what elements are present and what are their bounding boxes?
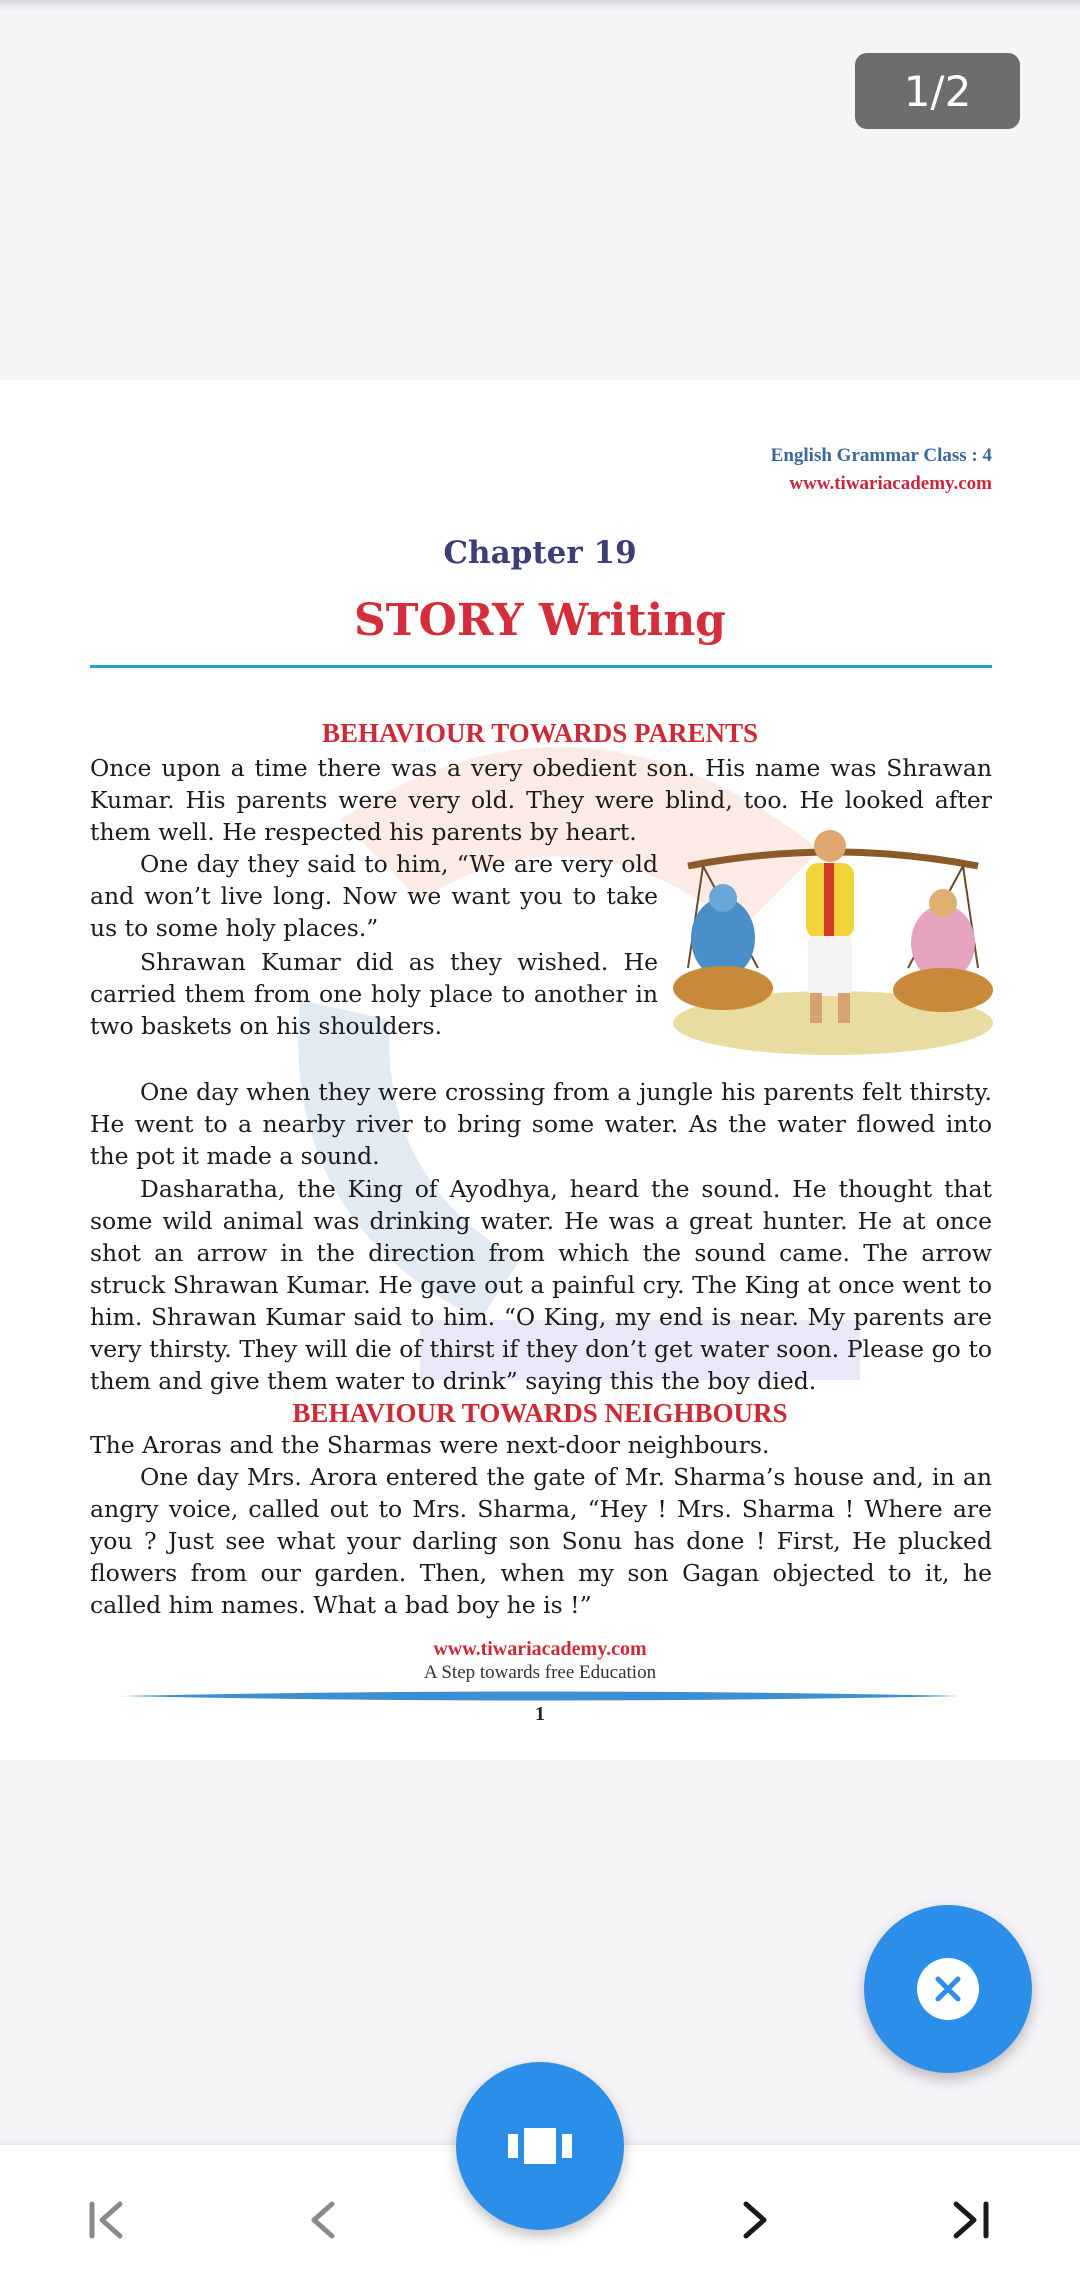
paragraph-7 <box>90 1461 992 1621</box>
first-page-button[interactable] <box>68 2180 148 2260</box>
header-class-label: English Grammar Class : 4 <box>770 445 992 466</box>
paragraph-3-text: Shrawan Kumar did as they wished. He carried them from one holy place to another in two baskets on his shoulders. <box>90 948 658 1040</box>
paragraph-2 <box>90 848 658 944</box>
paragraph-5-text: Dasharatha, the King of Ayodhya, heard the sound. He thought that some wild animal was drinking water. He was a great hunter. He at once shot an arrow in the direction from which the sound came. The arrow struck Shrawan Kumar. He gave out a painful cry. The King at once went to him. Shrawan Kumar said to him. “O King, my end is near. My parents are very thirsty. They will die of thirst if they don’t get water soon. Please go to them and give them water to drink” saying this the boy died. <box>90 1175 992 1395</box>
last-page-button[interactable] <box>930 2180 1010 2260</box>
chevron-left-icon <box>302 2198 346 2242</box>
previous-page-button[interactable] <box>284 2180 364 2260</box>
paragraph-7-text: One day Mrs. Arora entered the gate of Mr. Sharma’s house and, in an angry voice, called out to Mrs. Sharma, “Hey ! Mrs. Sharma ! Where are you ? Just see what your darling son Sonu has done ! First, He plucked flowers from our garden. Then, when my son Gagan objected to it, he called him names. What a bad boy he is !” <box>90 1463 992 1619</box>
chapter-number: Chapter 19 <box>443 535 637 571</box>
page-number: 1 <box>535 1703 545 1725</box>
view-mode-button[interactable] <box>456 2062 624 2230</box>
page-counter-badge: 1/2 <box>855 53 1020 129</box>
close-icon-circle <box>917 1958 979 2020</box>
paragraph-1-text: Once upon a time there was a very obedient son. His name was Shrawan Kumar. His parents were very old. They were blind, too. He looked after them well. He respected his parents by heart. <box>90 754 992 846</box>
paragraph-6 <box>90 1429 992 1461</box>
paragraph-2-text: One day they said to him, “We are very old and won’t live long. Now we want you to take us to some holy places.” <box>90 850 658 942</box>
section-heading-parents: BEHAVIOUR TOWARDS PARENTS <box>321 718 759 748</box>
paragraph-4-text: One day when they were crossing from a jungle his parents felt thirsty. He went to a nearby river to bring some water. As the water flowed into the pot it made a sound. <box>90 1078 992 1170</box>
view-mode-icon <box>508 2124 572 2168</box>
title-divider <box>90 665 992 668</box>
chevron-right-icon <box>732 2198 776 2242</box>
paragraph-3 <box>90 946 658 1042</box>
paragraph-4 <box>90 1076 992 1172</box>
section-heading-neighbours: BEHAVIOUR TOWARDS NEIGHBOURS <box>292 1398 788 1428</box>
header-website: www.tiwariacademy.com <box>789 473 992 494</box>
pdf-page[interactable] <box>0 380 1080 1760</box>
shrawan-kumar-illustration <box>668 818 998 1058</box>
paragraph-6-text: The Aroras and the Sharmas were next-door neighbours. <box>90 1431 770 1459</box>
next-page-button[interactable] <box>714 2180 794 2260</box>
status-shadow <box>0 0 1080 10</box>
paragraph-5 <box>90 1173 992 1397</box>
footer-tagline: A Step towards free Education <box>423 1662 657 1683</box>
last-page-icon <box>948 2198 992 2242</box>
close-icon <box>933 1974 963 2004</box>
page-header <box>771 442 992 498</box>
chapter-title: STORY Writing <box>354 595 726 646</box>
close-button[interactable] <box>864 1905 1032 2073</box>
footer-website: www.tiwariacademy.com <box>433 1638 647 1660</box>
footer-divider <box>120 1691 960 1701</box>
first-page-icon <box>86 2198 130 2242</box>
